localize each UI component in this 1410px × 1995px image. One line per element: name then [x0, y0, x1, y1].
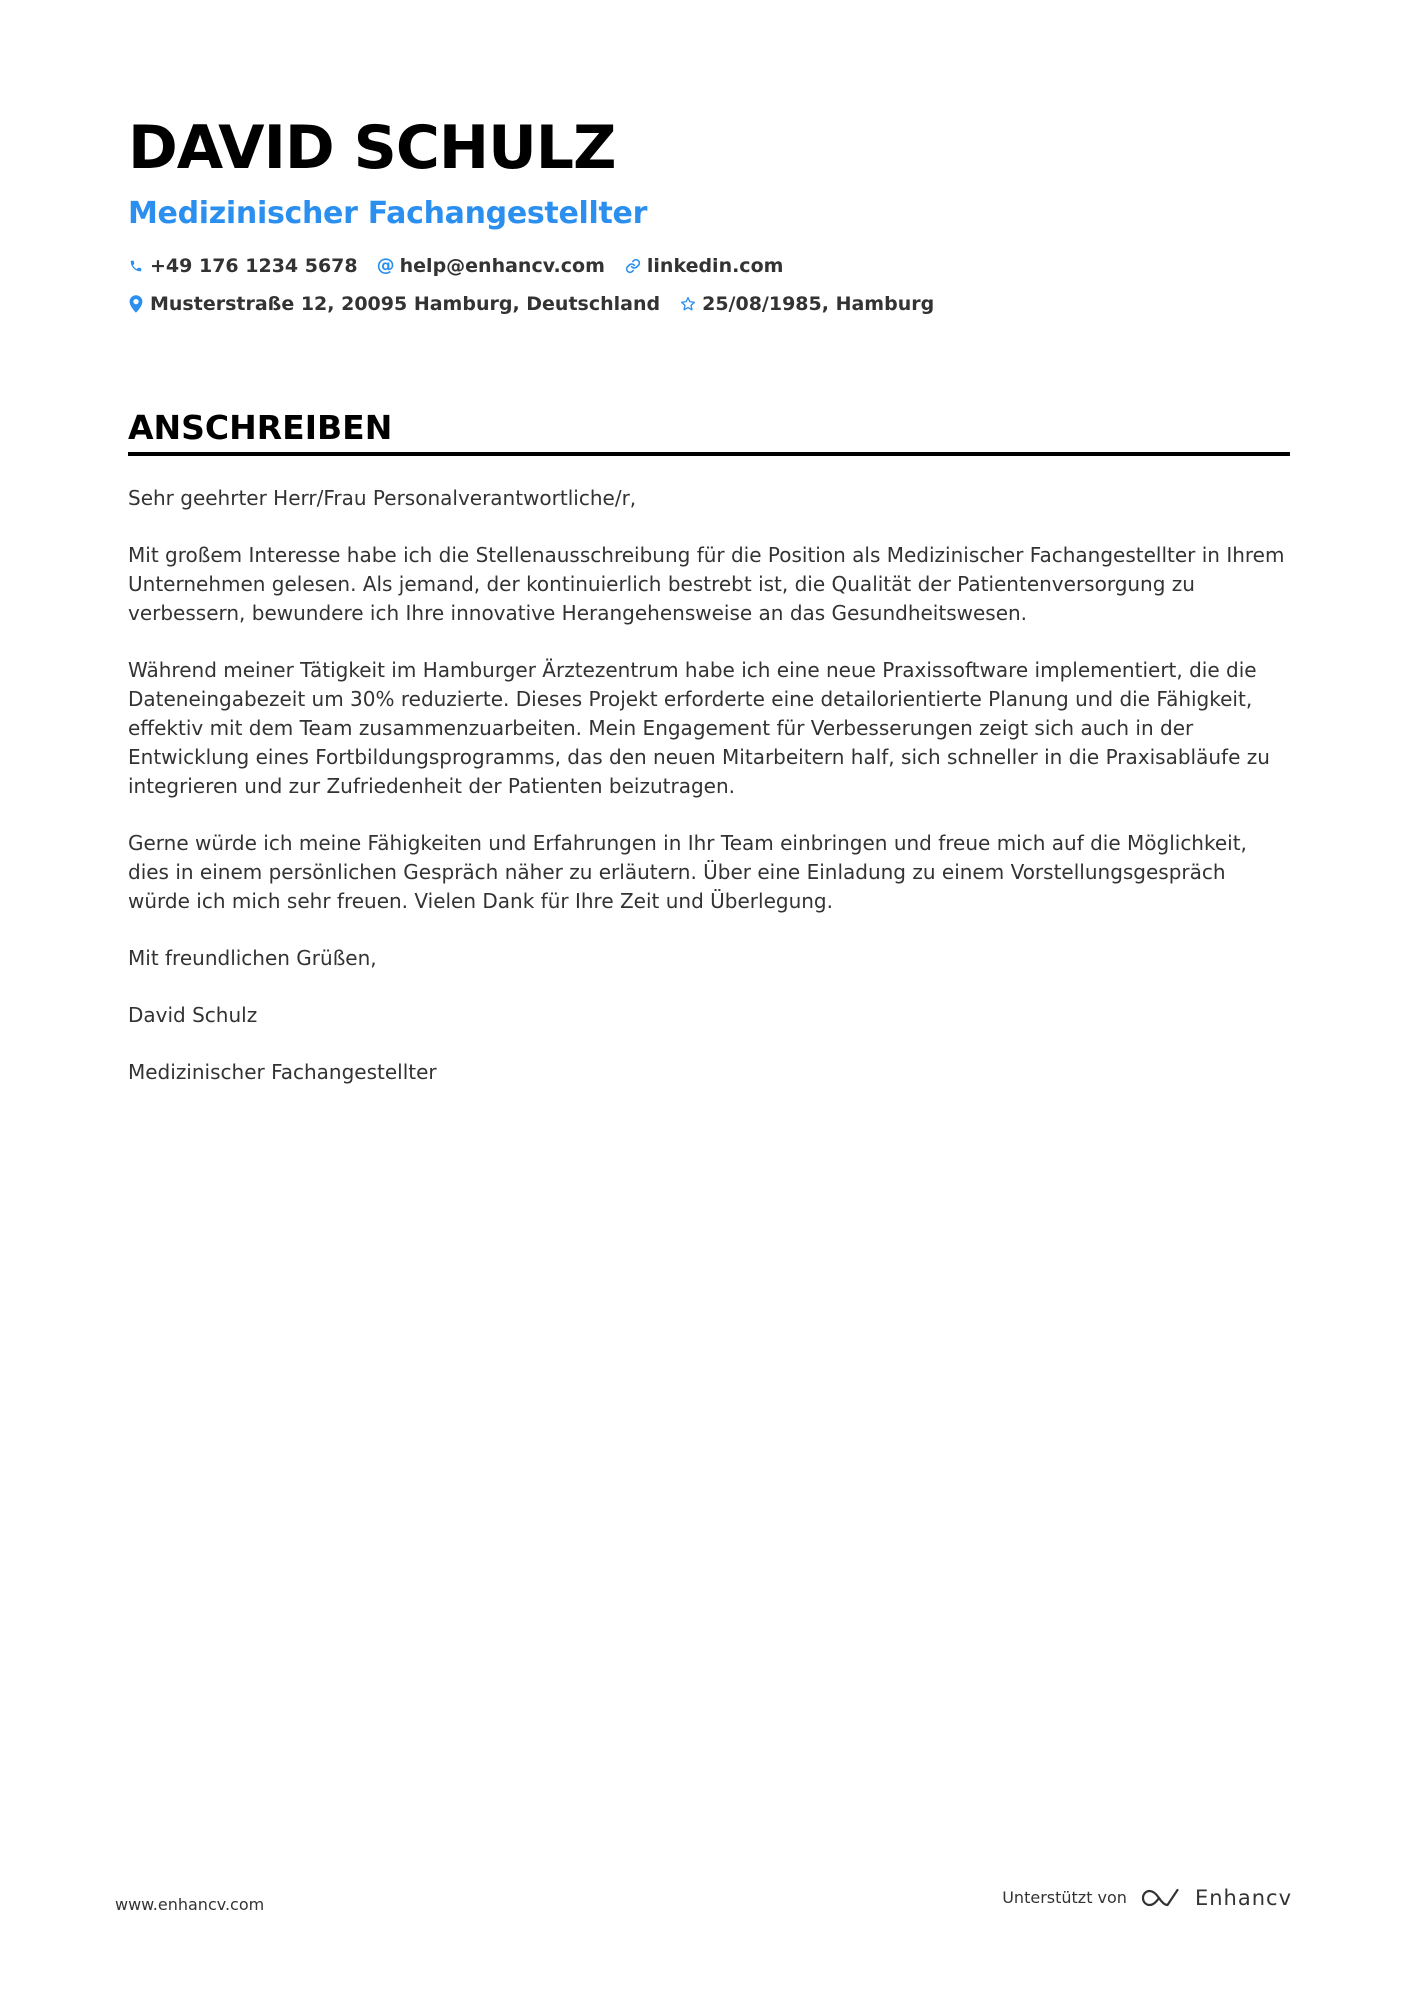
phone-text: +49 176 1234 5678: [150, 255, 358, 277]
section-divider: [128, 452, 1290, 456]
link-icon: [625, 257, 641, 275]
contact-email[interactable]: [378, 250, 605, 282]
cover-letter-section: [128, 404, 1290, 1115]
location-pin-icon: [128, 295, 144, 313]
candidate-name: DAVID SCHULZ: [128, 113, 616, 183]
letter-closing: Mit freundlichen Grüßen,: [128, 946, 377, 970]
star-icon: [680, 295, 696, 313]
footer-branding[interactable]: [1002, 1886, 1292, 1910]
candidate-role: Medizinischer Fachangestellter: [128, 196, 648, 231]
birth-text: 25/08/1985, Hamburg: [702, 293, 935, 315]
address-text: Musterstraße 12, 20095 Hamburg, Deutschland: [150, 293, 661, 315]
powered-by-text: Unterstützt von: [1002, 1888, 1127, 1907]
brand-name: Enhancv: [1194, 1886, 1292, 1910]
letter-paragraph: Während meiner Tätigkeit im Hamburger Ärztezentrum habe ich eine neue Praxissoftware implementiert, die die Dateneingabezeit um 30% reduzierte. Dieses Projekt erforderte eine detailorientierte Planung und die Fähigkeit, effektiv mit dem Team zusammenzuarbeiten. Mein Engagement für Verbesserungen zeigt sich auch in der Entwicklung eines Fortbildungsprogramms, das den neuen Mitarbeitern half, sich schneller in die Praxisabläufe zu integrieren und zur Zufriedenheit der Patienten beizutragen.: [128, 658, 1270, 798]
contact-address: [128, 288, 660, 320]
section-title: ANSCHREIBEN: [128, 408, 393, 447]
letter-paragraph: Mit großem Interesse habe ich die Stellenausschreibung für die Position als Medizinischer Fachangestellter in Ihrem Unternehmen gelesen. Als jemand, der kontinuierlich bestrebt ist, die Qualität der Patientenversorgung zu verbessern, bewundere ich Ihre innovative Herangehensweise an das Gesundheitswesen.: [128, 543, 1285, 625]
letter-paragraph: Gerne würde ich meine Fähigkeiten und Erfahrungen in Ihr Team einbringen und freue mich auf die Möglichkeit, dies in einem persönlichen Gespräch näher zu erläutern. Über eine Einladung zu einem Vorstellungsgespräch würde ich mich sehr freuen. Vielen Dank für Ihre Zeit und Überlegung.: [128, 831, 1247, 913]
linkedin-text: linkedin.com: [646, 255, 784, 277]
contact-linkedin[interactable]: [625, 250, 784, 282]
signature-title: Medizinischer Fachangestellter: [128, 1060, 437, 1084]
enhancv-logo-icon: [1139, 1886, 1185, 1910]
footer-website[interactable]: www.enhancv.com: [115, 1895, 265, 1914]
contact-list: [128, 250, 1290, 320]
email-text: help@enhancv.com: [399, 255, 605, 277]
at-icon: @: [376, 255, 395, 276]
letter-body: [128, 484, 1290, 1087]
phone-icon: [128, 257, 144, 275]
letter-salutation: Sehr geehrter Herr/Frau Personalverantwortliche/r,: [128, 486, 637, 510]
contact-birth: [680, 288, 934, 320]
resume-header: [128, 108, 1290, 320]
contact-phone[interactable]: [128, 250, 358, 282]
signature-name: David Schulz: [128, 1003, 258, 1027]
